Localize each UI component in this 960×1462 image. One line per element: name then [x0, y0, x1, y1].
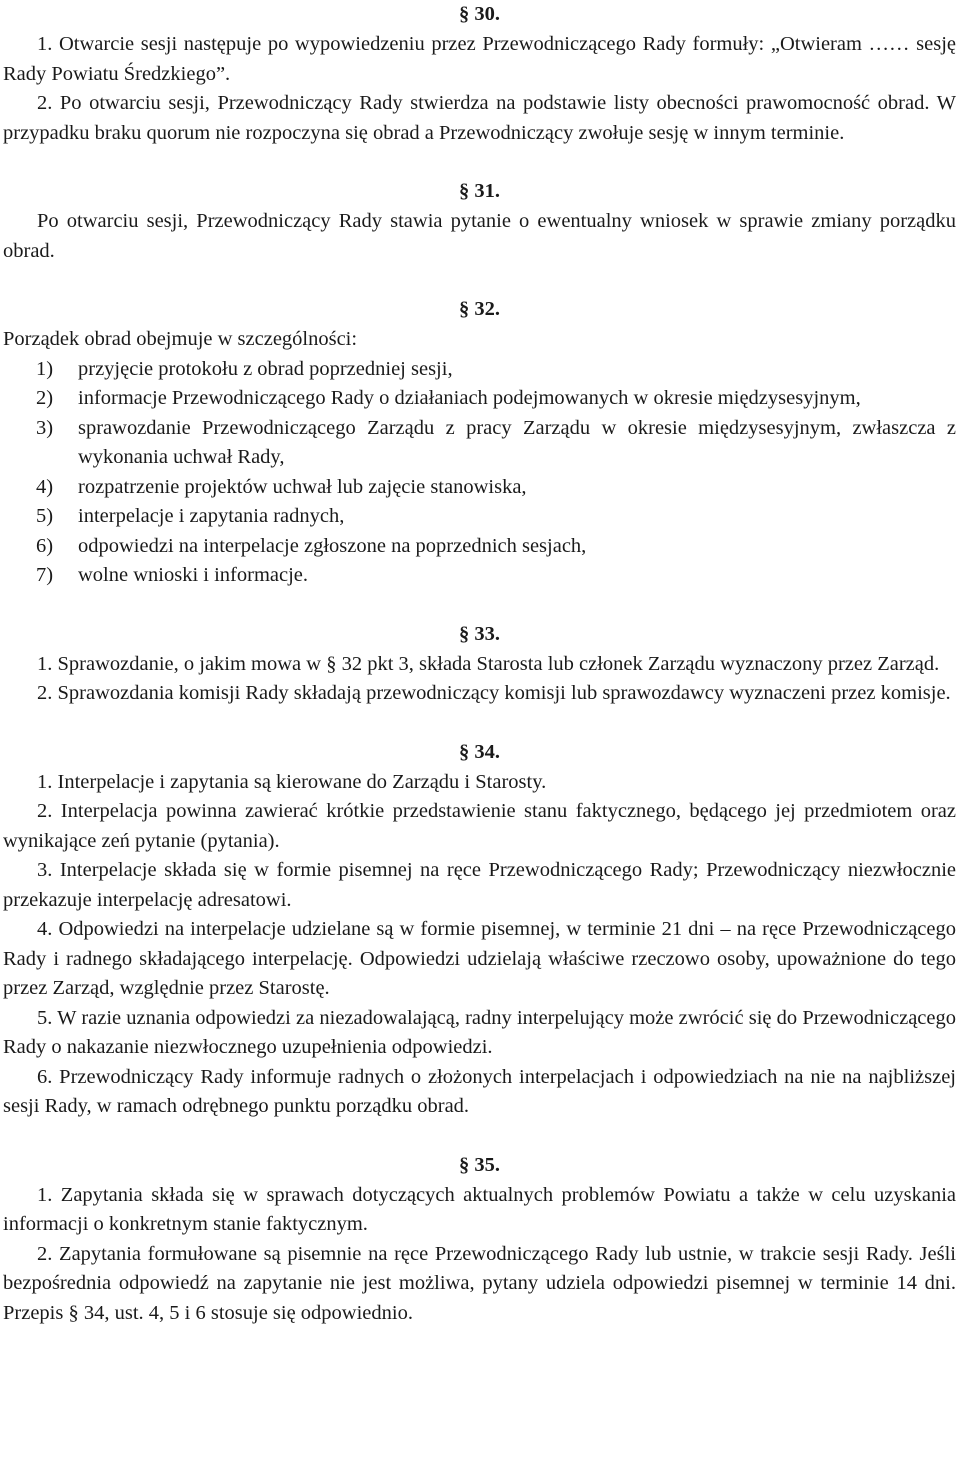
paragraph: 2. Po otwarciu sesji, Przewodniczący Rady stwierdza na podstawie listy obecności prawomocność obrad. W przypadku braku quorum nie rozpoczyna się obrad a Przewodniczący zwołuje sesję w innym terminie.	[3, 92, 956, 144]
section-heading-31: § 31.	[459, 180, 500, 202]
list-item-number: 4)	[36, 475, 54, 498]
paragraph: 2. Interpelacja powinna zawierać krótkie przedstawienie stanu faktycznego, będącego jej przedmiotem oraz wynikające zeń pytanie (pytania).	[3, 800, 956, 852]
list-item-text: odpowiedzi na interpelacje zgłoszone na poprzednich sesjach,	[78, 534, 587, 557]
list-item-number: 3)	[36, 416, 54, 439]
list-item	[3, 473, 956, 503]
list-item	[3, 355, 956, 385]
section-heading-33: § 33.	[459, 622, 500, 645]
paragraph: 2. Sprawozdania komisji Rady składają przewodniczący komisji lub sprawozdawcy wyznaczeni przez komisje.	[37, 682, 951, 704]
section-heading-34: § 34.	[459, 740, 500, 763]
list-item-text: przyjęcie protokołu z obrad poprzedniej sesji,	[78, 357, 453, 380]
paragraph: 1. Zapytania składa się w sprawach dotyczących aktualnych problemów Powiatu a także w celu uzyskania informacji o konkretnym stanie faktycznym.	[3, 1183, 956, 1235]
spacer	[3, 591, 956, 620]
spacer	[3, 709, 956, 738]
list-item-text: rozpatrzenie projektów uchwał lub zajęcie stanowiska,	[78, 475, 527, 498]
spacer	[3, 1122, 956, 1151]
spacer	[3, 148, 956, 177]
paragraph: 6. Przewodniczący Rady informuje radnych o złożonych interpelacjach i odpowiedziach na nie na najbliższej sesji Rady, w ramach odrębnego punktu porządku obrad.	[3, 1065, 956, 1117]
list-item-number: 2)	[36, 387, 54, 409]
spacer	[3, 266, 956, 295]
section-35	[3, 1151, 956, 1329]
list-item-number: 5)	[36, 505, 54, 527]
section-31	[3, 177, 956, 266]
paragraph: 1. Otwarcie sesji następuje po wypowiedzeniu przez Przewodniczącego Rady formuły: „Otwieram …… sesję Rady Powiatu Średzkiego”.	[3, 33, 956, 85]
section-heading-30: § 30.	[459, 3, 500, 25]
list-item-number: 7)	[36, 564, 54, 586]
paragraph: 4. Odpowiedzi na interpelacje udzielane są w formie pisemnej, w terminie 21 dni – na ręce Przewodniczącego Rady i radnego składającego interpelację. Odpowiedzi udzielają właściwe rzeczowo osoby, upoważnione do tego przez Zarząd, względnie przez Starostę.	[3, 918, 956, 999]
paragraph: Po otwarciu sesji, Przewodniczący Rady stawia pytanie o ewentualny wniosek w sprawie zmiany porządku obrad.	[3, 210, 956, 262]
paragraph: 1. Interpelacje i zapytania są kierowane do Zarządu i Starosty.	[37, 770, 547, 793]
paragraph: 5. W razie uznania odpowiedzi za niezadowalającą, radny interpelujący może zwrócić się do Przewodniczącego Rady o nakazanie niezwłocznego uzupełnienia odpowiedzi.	[3, 1006, 956, 1058]
list-item	[3, 532, 956, 562]
list-item	[3, 414, 956, 473]
paragraph: 1. Sprawozdanie, o jakim mowa w § 32 pkt 3, składa Starosta lub członek Zarządu wyznaczony przez Zarząd.	[37, 652, 940, 675]
list-item-text: sprawozdanie Przewodniczącego Zarządu z pracy Zarządu w okresie międzysesyjnym, zwłaszcza z wykonania uchwał Rady,	[78, 416, 956, 468]
section-33	[3, 620, 956, 709]
list-item-number: 6)	[36, 534, 54, 557]
section-heading-32: § 32.	[459, 298, 500, 320]
section-32	[3, 295, 956, 591]
section-34	[3, 738, 956, 1122]
list-item-number: 1)	[36, 357, 54, 380]
section-heading-35: § 35.	[459, 1153, 500, 1176]
section-30	[3, 0, 956, 148]
paragraph: 2. Zapytania formułowane są pisemnie na ręce Przewodniczącego Rady lub ustnie, w trakcie sesji Rady. Jeśli bezpośrednia odpowiedź na zapytanie nie jest możliwa, pytany udziela odpowiedzi pisemnej w terminie 14 dni. Przepis § 34, ust. 4, 5 i 6 stosuje się odpowiednio.	[3, 1242, 956, 1324]
list-item	[3, 384, 956, 414]
paragraph: 3. Interpelacje składa się w formie pisemnej na ręce Przewodniczącego Rady; Przewodniczący niezwłocznie przekazuje interpelację adresatowi.	[3, 859, 956, 911]
list-item-text: informacje Przewodniczącego Rady o działaniach podejmowanych w okresie międzysesyjnym,	[78, 387, 861, 409]
list-item	[3, 561, 956, 591]
list-item	[3, 502, 956, 532]
list-item-text: interpelacje i zapytania radnych,	[78, 505, 345, 527]
list-item-text: wolne wnioski i informacje.	[78, 564, 309, 586]
agenda-list	[3, 355, 956, 591]
paragraph: Porządek obrad obejmuje w szczególności:	[3, 328, 358, 350]
